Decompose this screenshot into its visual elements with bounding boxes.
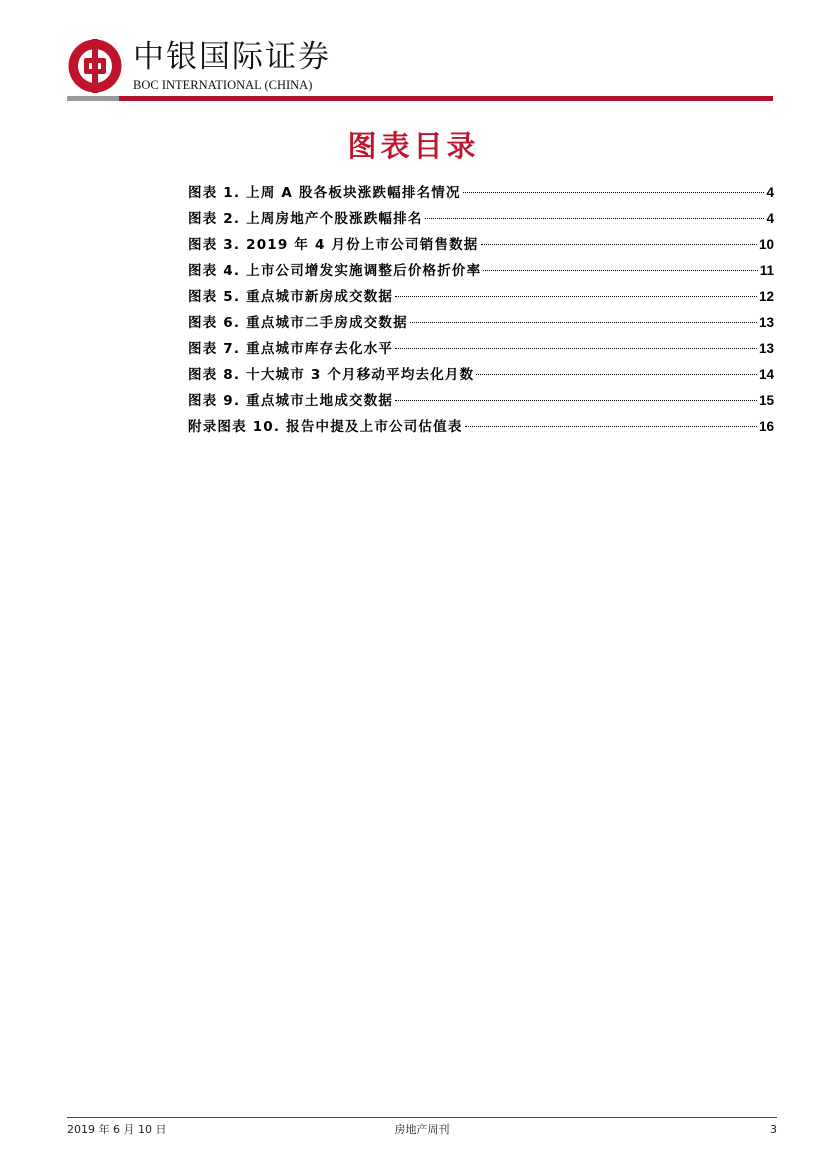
toc-entry-label: 图表 2. 上周房地产个股涨跌幅排名: [188, 211, 423, 227]
toc-entry-5[interactable]: [188, 284, 774, 310]
toc-entry-page: 12: [758, 289, 774, 304]
toc-entry-2[interactable]: [188, 206, 774, 232]
toc-entry-page: 4: [766, 185, 774, 200]
toc-entry-page: 11: [759, 263, 774, 278]
boc-logo-icon: [67, 38, 123, 94]
toc-entry-label: 图表 1. 上周 A 股各板块涨跌幅排名情况: [188, 185, 461, 201]
brand-name-en: BOC INTERNATIONAL (CHINA): [133, 78, 313, 92]
toc-dot-leader: [410, 322, 757, 323]
toc-entry-4[interactable]: [188, 258, 774, 284]
toc-entry-label: 图表 5. 重点城市新房成交数据: [188, 289, 394, 305]
toc-entry-page: 10: [758, 237, 774, 252]
footer-page-number: 3: [770, 1123, 777, 1136]
toc-dot-leader: [425, 218, 765, 219]
toc-list: [188, 180, 774, 440]
toc-entry-page: 13: [758, 315, 774, 330]
toc-entry-6[interactable]: [188, 310, 774, 336]
toc-entry-3[interactable]: [188, 232, 774, 258]
toc-title: 图表目录: [347, 129, 480, 163]
toc-entry-label: 图表 9. 重点城市土地成交数据: [188, 393, 394, 409]
brand-name-cn: 中银国际证券: [133, 39, 331, 75]
toc-dot-leader: [481, 244, 757, 245]
toc-entry-label: 附录图表 10. 报告中提及上市公司估值表: [188, 419, 463, 435]
toc-dot-leader: [465, 426, 757, 427]
toc-entry-7[interactable]: [188, 336, 774, 362]
toc-entry-10[interactable]: [188, 414, 774, 440]
toc-entry-label: 图表 6. 重点城市二手房成交数据: [188, 315, 408, 331]
header-rule-accent: [67, 96, 119, 101]
footer-publication: 房地产周刊: [394, 1123, 450, 1136]
toc-entry-8[interactable]: [188, 362, 774, 388]
toc-dot-leader: [476, 374, 757, 375]
page-header: [67, 38, 773, 102]
footer-date: 2019 年 6 月 10 日: [67, 1123, 167, 1136]
toc-dot-leader: [395, 296, 757, 297]
footer-rule: [67, 1117, 777, 1118]
toc-dot-leader: [483, 270, 757, 271]
header-rule: [67, 96, 773, 101]
toc-entry-page: 14: [758, 367, 774, 382]
toc-entry-page: 16: [758, 419, 774, 434]
toc-entry-page: 4: [766, 211, 774, 226]
toc-entry-page: 13: [758, 341, 774, 356]
toc-dot-leader: [395, 348, 757, 349]
toc-entry-page: 15: [758, 393, 774, 408]
toc-dot-leader: [395, 400, 757, 401]
toc-entry-1[interactable]: [188, 180, 774, 206]
toc-entry-label: 图表 3. 2019 年 4 月份上市公司销售数据: [188, 237, 479, 253]
toc-entry-9[interactable]: [188, 388, 774, 414]
toc-entry-label: 图表 7. 重点城市库存去化水平: [188, 341, 394, 357]
page-footer: [67, 1121, 777, 1139]
toc-entry-label: 图表 8. 十大城市 3 个月移动平均去化月数: [188, 367, 475, 383]
toc-entry-label: 图表 4. 上市公司增发实施调整后价格折价率: [188, 263, 482, 279]
toc-dot-leader: [463, 192, 765, 193]
